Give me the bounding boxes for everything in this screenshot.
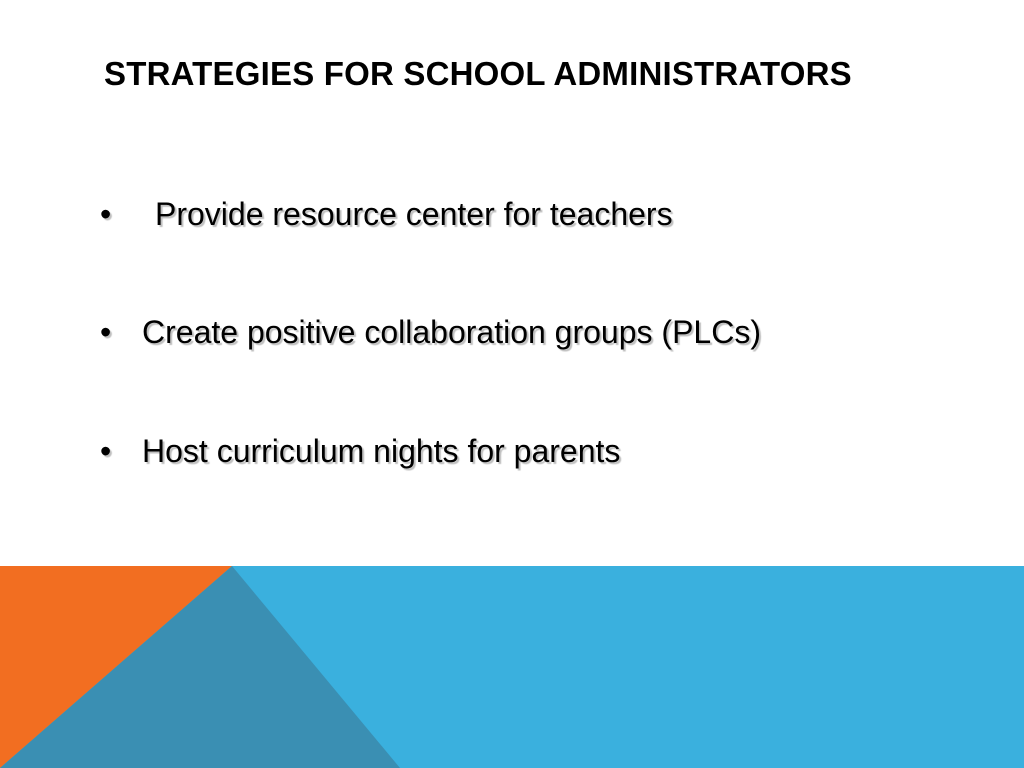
- bullet-text: Host curriculum nights for parents: [142, 433, 621, 469]
- bullet-text: Provide resource center for teachers: [155, 196, 673, 232]
- bullet-marker: •: [100, 196, 112, 232]
- bullet-marker: •: [100, 314, 112, 350]
- decorative-footer-band: [0, 566, 1024, 768]
- slide-title: STRATEGIES FOR SCHOOL ADMINISTRATORS: [104, 55, 852, 92]
- bullet-text: Create positive collaboration groups (PLCs): [142, 314, 761, 350]
- bullet-marker: •: [100, 433, 112, 469]
